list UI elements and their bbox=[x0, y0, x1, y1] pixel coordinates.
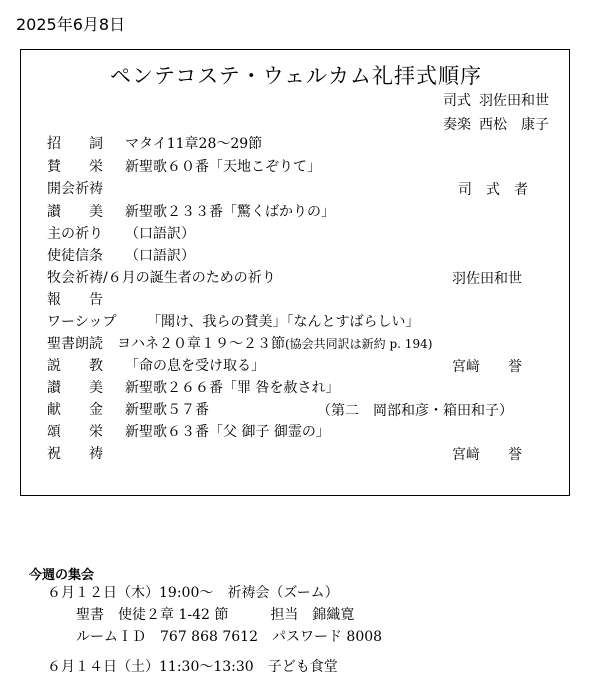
item-label: 牧会祈祷/６月の誕生者のための祈り bbox=[47, 270, 276, 286]
program-item bbox=[47, 202, 335, 222]
item-content: ヨハネ２０章１９～２３節 bbox=[117, 336, 285, 352]
meeting-line: 聖書 使徒２章 1-42 節 担当 錦織寛 bbox=[76, 607, 355, 623]
item-label: 主の祈り bbox=[47, 226, 103, 242]
program-item bbox=[47, 444, 103, 464]
item-leader: 司 式 者 bbox=[458, 182, 528, 198]
item-content: 新聖歌６３番「父 御子 御霊の」 bbox=[125, 424, 330, 440]
staff-role: 司式 bbox=[443, 93, 471, 109]
program-item bbox=[47, 268, 276, 288]
staff-organist bbox=[443, 114, 549, 134]
program-item bbox=[47, 290, 103, 310]
item-content: 「聞け、我らの賛美」「なんとすばらしい」 bbox=[147, 314, 420, 330]
item-leader: 羽佐田和世 bbox=[452, 271, 522, 287]
item-content: 新聖歌２６６番「罪 咎を赦され」 bbox=[125, 380, 340, 396]
program-item bbox=[47, 422, 330, 442]
item-content: （口語訳） bbox=[125, 248, 195, 264]
order-of-service-box bbox=[20, 49, 570, 496]
item-label: 開会祈祷 bbox=[47, 181, 103, 197]
item-label: 讃 美 bbox=[47, 380, 103, 396]
item-label: 招 詞 bbox=[47, 136, 103, 152]
item-content: 新聖歌２３３番「驚くばかりの」 bbox=[125, 204, 335, 220]
staff-name: 西松 康子 bbox=[479, 117, 549, 133]
program-item bbox=[47, 134, 262, 154]
item-content: 新聖歌６０番「天地こぞりて」 bbox=[125, 159, 321, 175]
item-label: 報 告 bbox=[47, 292, 103, 308]
date: 2025年6月8日 bbox=[16, 15, 126, 34]
program-item bbox=[47, 378, 339, 398]
program-item bbox=[47, 312, 419, 332]
staff-name: 羽佐田和世 bbox=[479, 93, 549, 109]
item-label: 頌 栄 bbox=[47, 424, 103, 440]
item-label: 祝 祷 bbox=[47, 446, 103, 462]
item-leader: 宮﨑 誉 bbox=[452, 359, 522, 375]
item-content: 新聖歌５７番 bbox=[125, 402, 209, 418]
staff-role: 奏楽 bbox=[443, 117, 471, 133]
meeting-line: ルームＩＤ 767 868 7612 パスワード 8008 bbox=[76, 629, 383, 645]
program-item bbox=[47, 224, 195, 244]
meeting-line: ６月１４日（土）11:30～13:30 子ども食堂 bbox=[47, 659, 338, 675]
item-label: 献 金 bbox=[47, 402, 103, 418]
item-label: ワーシップ bbox=[47, 314, 117, 330]
item-label: 説 教 bbox=[47, 358, 103, 374]
program-item bbox=[47, 179, 103, 199]
item-leader: 宮﨑 誉 bbox=[452, 447, 522, 463]
program-item bbox=[47, 334, 432, 354]
program-item bbox=[47, 356, 265, 376]
item-leader: （第二 岡部和彦・箱田和子） bbox=[317, 403, 513, 419]
item-content: マタイ11章28～29節 bbox=[125, 136, 263, 152]
program-item bbox=[47, 400, 209, 420]
item-content: 「命の息を受け取る」 bbox=[125, 358, 265, 374]
meetings-title: 今週の集会 bbox=[29, 568, 95, 583]
item-label: 讃 美 bbox=[47, 204, 103, 220]
program-item bbox=[47, 157, 321, 177]
item-label: 賛 栄 bbox=[47, 159, 103, 175]
item-content: （口語訳） bbox=[125, 226, 195, 242]
program-title: ペンテコステ・ウェルカム礼拝式順序 bbox=[110, 64, 482, 88]
item-reference: (協会共同訳は新約 p. 194) bbox=[285, 337, 433, 351]
item-label: 聖書朗読 bbox=[47, 336, 103, 352]
program-item bbox=[47, 246, 195, 266]
meeting-line: ６月１２日（木）19:00～ 祈祷会（ズーム） bbox=[47, 585, 339, 601]
item-label: 使徒信条 bbox=[47, 248, 103, 264]
staff-officiant bbox=[443, 90, 549, 110]
